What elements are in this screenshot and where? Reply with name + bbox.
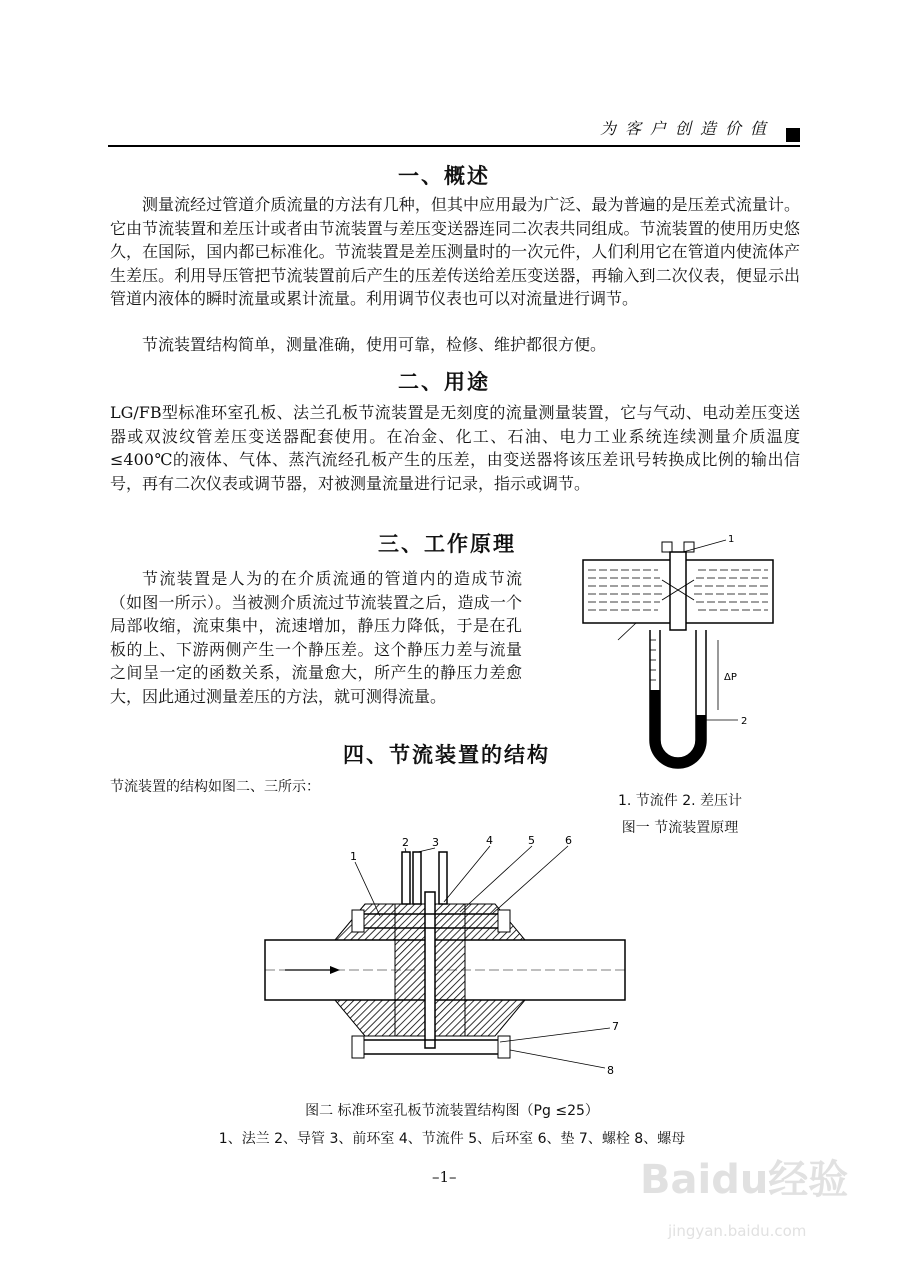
figure2-legend: 1、法兰 2、导管 3、前环室 4、节流件 5、后环室 6、垫 7、螺栓 8、螺母 [218, 1131, 686, 1147]
figure1-legend: 1. 节流件 2. 差压计 [617, 793, 743, 809]
principle-paragraph: 节流装置是人为的在介质流通的管道内的造成节流（如图一所示）。当被测介质流过节流装置之后，造成一个局部收缩，流束集中，流速增加，静压力降低，于是在孔板的上、下游两侧产生一个静压差。这个静压力差与流量之间呈一定的函数关系，流量愈大，所产生的静压力差愈大，因此通过测量差压的方法，就可测得流量。 [110, 569, 522, 706]
figure1-bolt-left [662, 542, 672, 552]
figure2-label-3: 3 [432, 836, 439, 849]
header-slogan: 为客户创造价值 [600, 119, 776, 138]
watermark-brand: Baidu经验 [640, 1157, 849, 1203]
figure2-label-6: 6 [565, 834, 572, 847]
watermark [640, 1148, 870, 1258]
section-title-principle: 三、工作原理 [378, 532, 516, 556]
figure2-diagram [260, 832, 640, 1090]
overview-paragraph: 测量流经过管道介质流量的方法有几种，但其中应用最为广泛、最为普遍的是压差式流量计。它由节流装置和差压计或者由节流装置与差压变送器连同二次表共同组成。节流装置的使用历史悠久，在国际，国内都已标准化。节流装置是差压测量时的一次元件，人们利用它在管道内使流体产生差压。利用导压管把节流装置前后产生的压差传送给差压变送器，再输入到二次仪表，便显示出管道内液体的瞬时流量或累计流量。利用调节仪表也可以对流量进行调节。 [110, 195, 800, 308]
figure2-tube-right [439, 852, 447, 904]
figure2-label-5: 5 [528, 834, 535, 847]
figure2-tube-left [402, 852, 410, 904]
header-square [786, 128, 800, 142]
figure2-nut-top-right [498, 910, 510, 932]
figure2-rear-chamber [435, 904, 465, 1036]
figure2-caption: 图二 标准环室孔板节流装置结构图（Pg ≤25） [305, 1103, 599, 1119]
figure2-label-2: 2 [402, 836, 409, 849]
structure-intro: 节流装置的结构如图二、三所示： [110, 779, 320, 795]
figure2-tube-mid [413, 852, 421, 904]
figure1-scale-ticks [650, 640, 656, 680]
figure2-flow-arrowhead [330, 966, 340, 974]
watermark-url: jingyan.baidu.com [668, 1222, 807, 1240]
figure2-nut-bottom-right [498, 1036, 510, 1058]
figure1-u-tube-inner [660, 630, 696, 758]
figure2-label-4: 4 [486, 834, 493, 847]
figure1-dp-label: ΔP [724, 672, 737, 683]
figure1-manometer-fluid [650, 690, 706, 768]
figure2-label-8: 8 [607, 1064, 614, 1077]
figure2-nut-bottom-left [352, 1036, 364, 1058]
figure1-caption: 图一 节流装置原理 [621, 820, 739, 836]
figure1-diagram [578, 530, 778, 792]
section-title-usage: 二、用途 [398, 370, 490, 394]
overview-paragraph-2: 节流装置结构简单，测量准确，使用可靠，检修、维护都很方便。 [142, 335, 607, 354]
figure2-front-chamber [395, 904, 425, 1036]
figure2-nut-top-left [352, 910, 364, 932]
figure1-label-2: 2 [741, 716, 748, 727]
figure2-flange-left-top [335, 904, 395, 940]
page-number: –1– [432, 1168, 457, 1186]
figure1-label-1: 1 [728, 534, 735, 545]
figure2-flange-left-bottom [335, 1000, 395, 1036]
section-title-structure: 四、节流装置的结构 [343, 743, 550, 767]
figure2-label-1: 1 [350, 850, 357, 863]
figure2-label-7: 7 [612, 1020, 619, 1033]
figure1-orifice-plate [670, 552, 686, 630]
figure2-flange-right-top [465, 904, 525, 940]
usage-paragraph: LG/FB型标准环室孔板、法兰孔板节流装置是无刻度的流量测量装置，它与气动、电动差压变送器或双波纹管差压变送器配套使用。在冶金、化工、石油、电力工业系统连续测量介质温度≤400℃的液体、气体、蒸汽流经孔板产生的压差，由变送器将该压差讯号转换成比例的输出信号，再有二次仪表或调节器，对被测量流量进行记录，指示或调节。 [110, 403, 800, 493]
section-title-overview: 一、概述 [398, 164, 490, 188]
figure1-side-leader [618, 623, 636, 640]
figure2-orifice-plate [425, 892, 435, 1048]
figure2-flange-right-bottom [465, 1000, 525, 1036]
header-rule [108, 145, 800, 147]
